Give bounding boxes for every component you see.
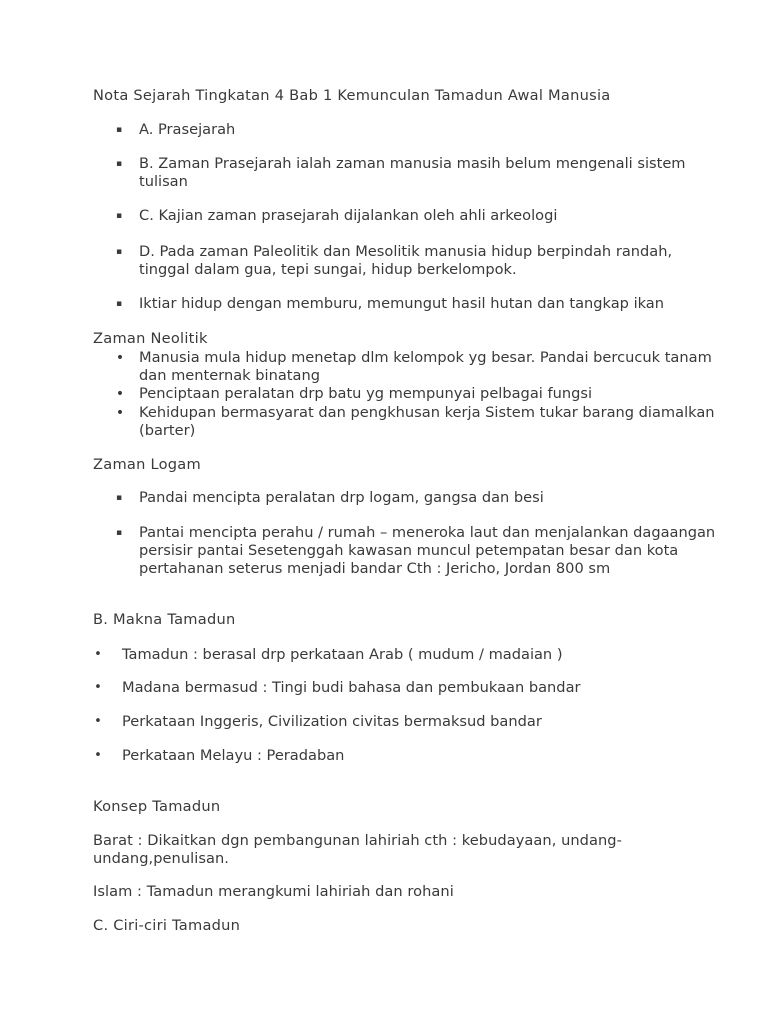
list-item-text: Perkataan Inggeris, Civilization civitas bermaksud bandar (122, 713, 542, 730)
konsep-islam-paragraph: Islam : Tamadun merangkumi lahiriah dan rohani (93, 883, 454, 900)
square-bullet-icon: ▪ (116, 299, 123, 309)
list-item (93, 155, 723, 191)
list-item (93, 243, 723, 279)
dot-bullet-icon: • (94, 714, 102, 729)
list-item (93, 679, 723, 697)
list-item (93, 524, 723, 578)
section-heading-ciri: C. Ciri-ciri Tamadun (93, 917, 241, 934)
page-title: Nota Sejarah Tingkatan 4 Bab 1 Kemunculan Tamadun Awal Manusia (93, 87, 611, 104)
list-item-text: A. Prasejarah (139, 121, 236, 138)
list-item-text: D. Pada zaman Paleolitik dan Mesolitik manusia hidup berpindah randah, tinggal dalam gua, tepi sungai, hidup berkelompok. (139, 243, 673, 278)
konsep-barat-paragraph: Barat : Dikaitkan dgn pembangunan lahiriah cth : kebudayaan, undang-undang,penulisan. (93, 832, 622, 867)
list-item-text: Tamadun : berasal drp perkataan Arab ( mudum / madaian ) (122, 646, 563, 663)
disc-bullet-icon: • (115, 350, 125, 366)
disc-bullet-icon: • (115, 386, 125, 402)
list-item-text: Iktiar hidup dengan memburu, memungut hasil hutan dan tangkap ikan (139, 295, 665, 312)
list-item (93, 646, 723, 664)
list-item-text: Pantai mencipta perahu / rumah – meneroka laut dan menjalankan dagaangan persisir pantai Sesetenggah kawasan muncul petempatan besar dan kota pertahanan seterus menjadi bandar Cth : Jericho, Jordan 800 sm (139, 524, 716, 577)
list-item (93, 713, 723, 731)
dot-bullet-icon: • (94, 647, 102, 662)
section-heading-konsep: Konsep Tamadun (93, 798, 221, 815)
list-item (93, 207, 723, 225)
list-item-text: C. Kajian zaman prasejarah dijalankan oleh ahli arkeologi (139, 207, 558, 224)
list-item-text: Madana bermasud : Tingi budi bahasa dan pembukaan bandar (122, 679, 581, 696)
list-item (93, 121, 723, 139)
list-item (93, 295, 723, 313)
list-item-text: Perkataan Melayu : Peradaban (122, 747, 345, 764)
dot-bullet-icon: • (94, 680, 102, 695)
square-bullet-icon: ▪ (116, 211, 123, 221)
list-item (93, 385, 723, 403)
disc-bullet-icon: • (115, 405, 125, 421)
list-item-text: Penciptaan peralatan drp batu yg mempunyai pelbagai fungsi (139, 385, 593, 402)
square-bullet-icon: ▪ (116, 493, 123, 503)
dot-bullet-icon: • (94, 748, 102, 763)
square-bullet-icon: ▪ (116, 125, 123, 135)
square-bullet-icon: ▪ (116, 159, 123, 169)
list-item (93, 489, 723, 507)
section-heading-makna: B. Makna Tamadun (93, 611, 236, 628)
list-item (93, 404, 723, 440)
list-item (93, 747, 723, 765)
section-heading-neolitik: Zaman Neolitik (93, 330, 208, 347)
square-bullet-icon: ▪ (116, 247, 123, 257)
list-item-text: Pandai mencipta peralatan drp logam, gangsa dan besi (139, 489, 544, 506)
list-item-text: Kehidupan bermasyarat dan pengkhusan kerja Sistem tukar barang diamalkan (barter) (139, 404, 715, 439)
list-item-text: Manusia mula hidup menetap dlm kelompok yg besar. Pandai bercucuk tanam dan menternak binatang (139, 349, 712, 384)
section-heading-logam: Zaman Logam (93, 456, 201, 473)
list-item-text: B. Zaman Prasejarah ialah zaman manusia masih belum mengenali sistem tulisan (139, 155, 686, 190)
square-bullet-icon: ▪ (116, 528, 123, 538)
list-item (93, 349, 723, 385)
